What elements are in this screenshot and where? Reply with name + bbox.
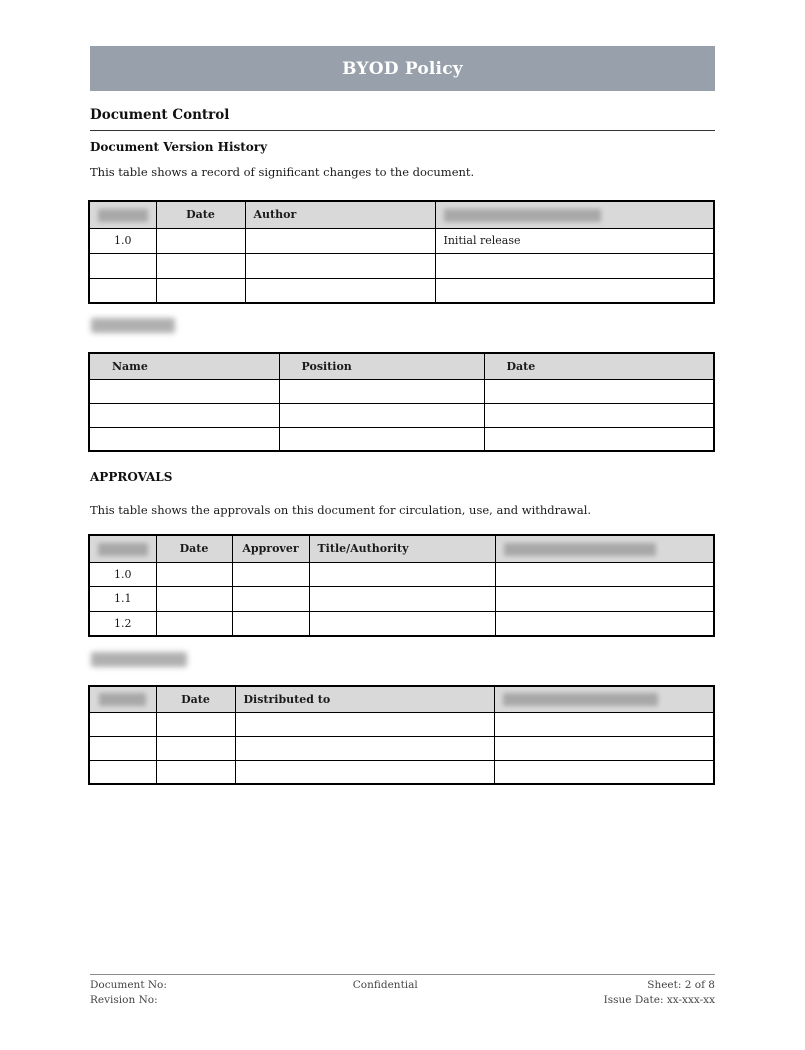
column-header-approver: Approver xyxy=(232,535,309,562)
footer-classification: Confidential xyxy=(352,979,418,991)
column-header-position: Position xyxy=(279,353,484,379)
cell-date xyxy=(156,712,235,736)
column-header-date: Date xyxy=(156,535,232,562)
column-header-name: Name xyxy=(89,353,279,379)
redacted-text xyxy=(444,209,601,222)
table-row xyxy=(89,379,714,403)
approvals-heading: APPROVALS xyxy=(90,470,173,484)
table-row xyxy=(89,403,714,427)
redacted-text xyxy=(98,209,148,222)
redacted-header-description xyxy=(435,201,714,228)
cell-approver xyxy=(232,587,309,612)
cell-position xyxy=(279,379,484,403)
cell-title-authority xyxy=(309,587,495,612)
redacted-text xyxy=(99,693,146,706)
version-history-description: This table shows a record of significant changes to the document. xyxy=(90,165,475,179)
table-row xyxy=(89,427,714,451)
cell-date xyxy=(156,562,232,587)
redacted-header-version xyxy=(89,686,156,712)
cell-title-authority xyxy=(309,611,495,636)
footer-divider xyxy=(90,974,715,975)
table-row xyxy=(89,278,714,303)
cell-name xyxy=(89,379,279,403)
cell-signature xyxy=(495,587,714,612)
cell-version xyxy=(89,253,156,278)
cell-method xyxy=(494,736,714,760)
cell-author xyxy=(245,253,435,278)
version-history-heading: Document Version History xyxy=(90,140,268,154)
review-table xyxy=(88,352,715,452)
cell-date xyxy=(156,278,245,303)
cell-approver xyxy=(232,562,309,587)
column-header-date: Date xyxy=(156,686,235,712)
cell-description xyxy=(435,253,714,278)
redacted-text xyxy=(504,543,656,556)
redacted-header-method xyxy=(494,686,714,712)
table-header-row xyxy=(89,686,714,712)
cell-distributed-to xyxy=(235,760,494,784)
table-row xyxy=(89,228,714,253)
cell-approver xyxy=(232,611,309,636)
redacted-header-signature xyxy=(495,535,714,562)
cell-date xyxy=(484,403,714,427)
redacted-header-version xyxy=(89,535,156,562)
cell-name xyxy=(89,427,279,451)
footer-sheet-number: Sheet: 2 of 8 xyxy=(647,979,715,991)
cell-distributed-to xyxy=(235,736,494,760)
cell-version xyxy=(89,760,156,784)
cell-version xyxy=(89,736,156,760)
footer-left xyxy=(90,978,167,1008)
cell-date xyxy=(156,611,232,636)
table-row xyxy=(89,611,714,636)
distribution-table xyxy=(88,685,715,785)
table-header-row xyxy=(89,201,714,228)
cell-signature xyxy=(495,562,714,587)
table-row xyxy=(89,712,714,736)
cell-position xyxy=(279,403,484,427)
cell-date xyxy=(156,587,232,612)
cell-date xyxy=(156,228,245,253)
column-header-date: Date xyxy=(156,201,245,228)
approvals-table xyxy=(88,534,715,637)
table-row xyxy=(89,736,714,760)
cell-date xyxy=(484,427,714,451)
cell-signature xyxy=(495,611,714,636)
table-row xyxy=(89,587,714,612)
cell-description xyxy=(435,278,714,303)
redacted-header-version xyxy=(89,201,156,228)
cell-version: 1.1 xyxy=(89,587,156,612)
cell-author xyxy=(245,228,435,253)
cell-method xyxy=(494,712,714,736)
cell-date xyxy=(156,760,235,784)
table-row xyxy=(89,760,714,784)
page-footer xyxy=(90,978,715,1008)
redacted-text xyxy=(503,693,658,706)
table-header-row xyxy=(89,353,714,379)
footer-issue-date: Issue Date: xx-xxx-xx xyxy=(603,994,715,1006)
version-history-table xyxy=(88,200,715,304)
document-title: BYOD Policy xyxy=(342,58,463,79)
footer-right xyxy=(604,978,715,1008)
column-header-distributed-to: Distributed to xyxy=(235,686,494,712)
cell-version xyxy=(89,712,156,736)
cell-version: 1.0 xyxy=(89,562,156,587)
table-header-row xyxy=(89,535,714,562)
redacted-text xyxy=(98,543,148,556)
table-row xyxy=(89,253,714,278)
cell-position xyxy=(279,427,484,451)
cell-date xyxy=(156,253,245,278)
cell-distributed-to xyxy=(235,712,494,736)
footer-document-no: Document No: xyxy=(90,979,167,991)
column-header-author: Author xyxy=(245,201,435,228)
cell-description: Initial release xyxy=(435,228,714,253)
footer-revision-no: Revision No: xyxy=(90,994,158,1006)
cell-title-authority xyxy=(309,562,495,587)
cell-version: 1.0 xyxy=(89,228,156,253)
cell-name xyxy=(89,403,279,427)
redacted-section-label xyxy=(91,318,175,333)
document-title-banner xyxy=(90,46,715,91)
redacted-section-label xyxy=(91,652,187,667)
table-row xyxy=(89,562,714,587)
column-header-date: Date xyxy=(484,353,714,379)
cell-date xyxy=(484,379,714,403)
cell-version xyxy=(89,278,156,303)
cell-date xyxy=(156,736,235,760)
footer-center xyxy=(353,978,418,1008)
column-header-title-authority: Title/Authority xyxy=(309,535,495,562)
approvals-description: This table shows the approvals on this document for circulation, use, and withdrawal. xyxy=(90,503,592,517)
cell-method xyxy=(494,760,714,784)
cell-version: 1.2 xyxy=(89,611,156,636)
section-heading-document-control: Document Control xyxy=(90,107,715,131)
cell-author xyxy=(245,278,435,303)
